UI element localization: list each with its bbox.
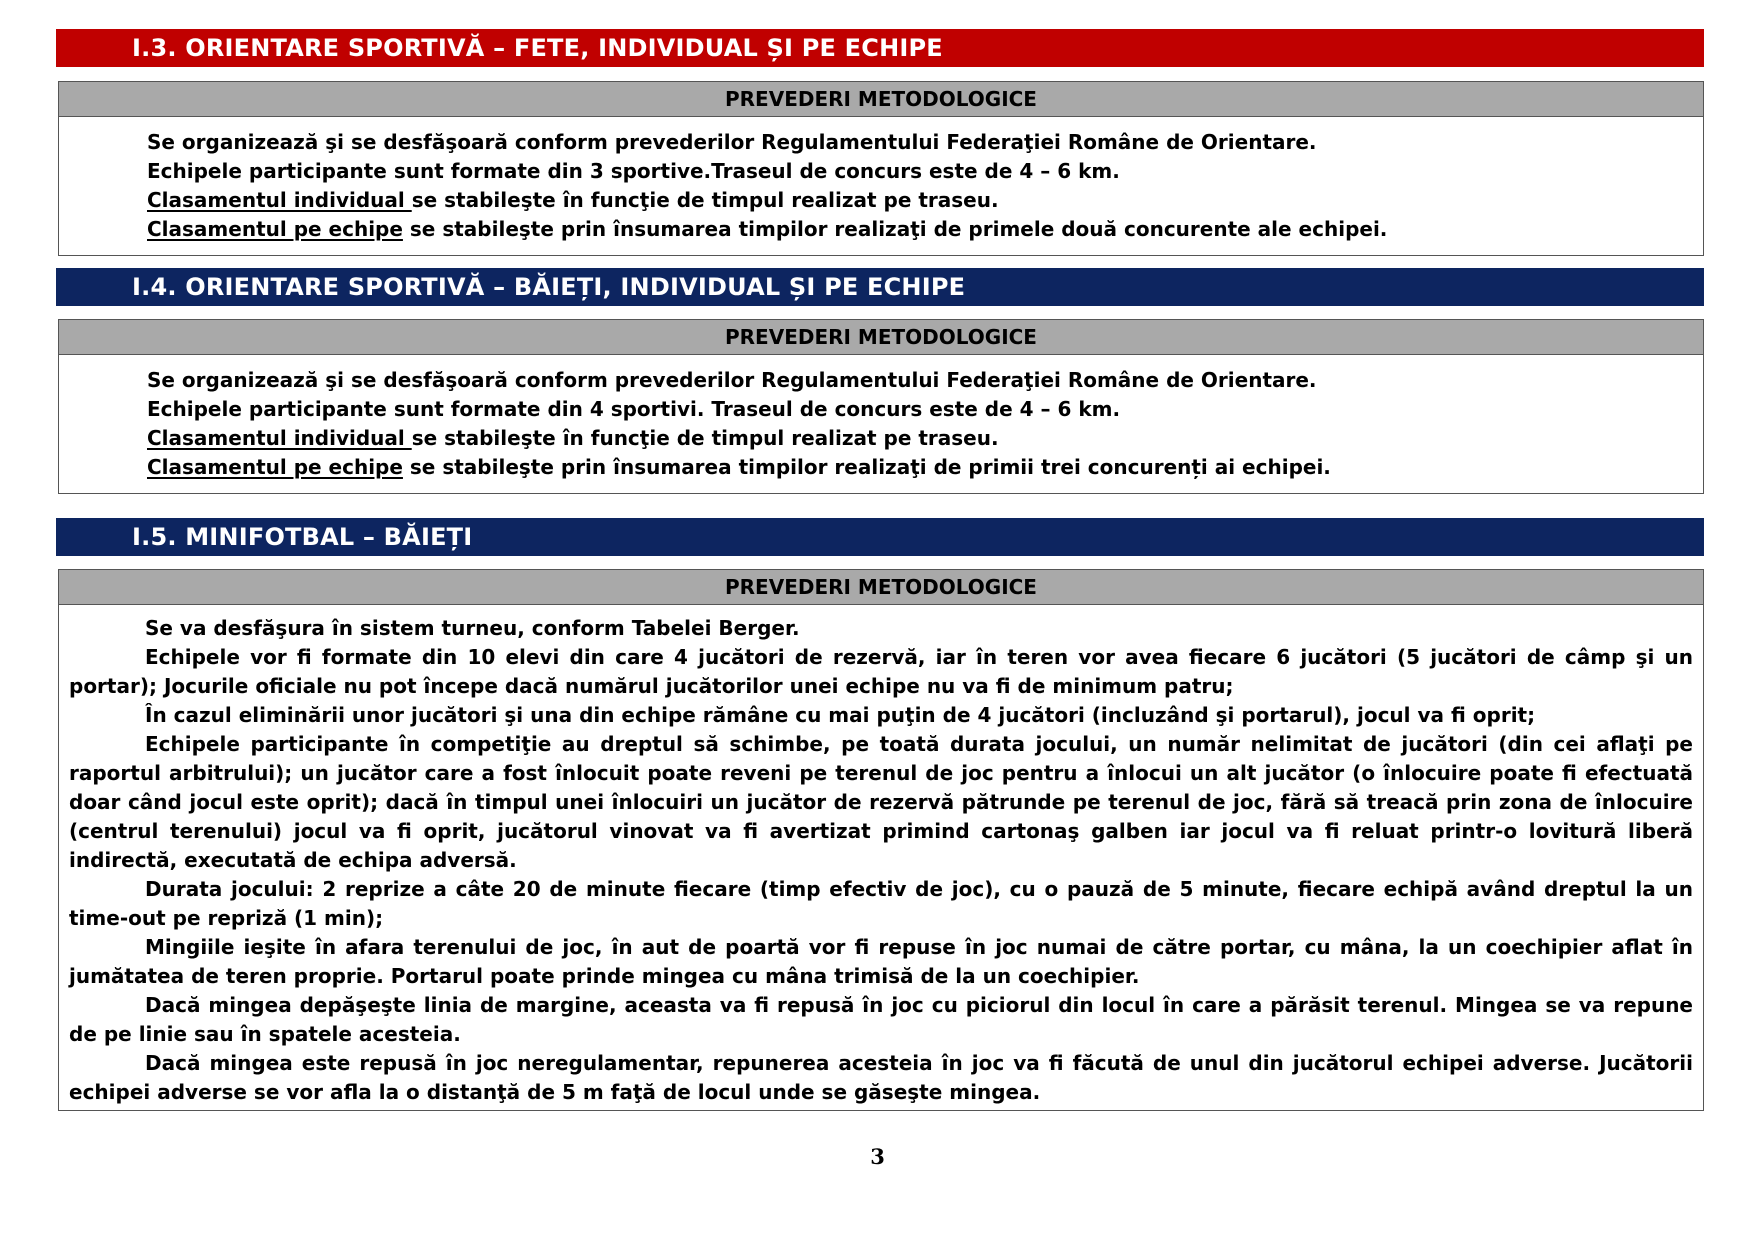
page-number: 3	[870, 1144, 885, 1169]
section-15-title: I.5. MINIFOTBAL – BĂIEȚI	[56, 518, 1704, 556]
section-13-line-2: Echipele participante sunt formate din 3 sportive.Traseul de concurs este de 4 – 6 km.	[147, 159, 1120, 183]
section-14-body	[59, 355, 1703, 482]
team-ranking-label: Clasamentul pe echipe	[147, 455, 403, 479]
rule-paragraph: Durata jocului: 2 reprize a câte 20 de minute fiecare (timp efectiv de joc), cu o pauză de 5 minute, fiecare echipă având dreptul la un time-out pe repriză (1 min);	[69, 877, 1693, 930]
rule-paragraph: Echipele participante în competiţie au dreptul să schimbe, pe toată durata jocului, un număr nelimitat de jucători (din cei aflaţi pe raportul arbitrului); un jucător care a fost înlocuit poate reveni pe terenul de joc pentru a înlocui un alt jucător (o înlocuire poate fi efectuată doar când jocul este oprit); dacă în timpul unei înlocuiri un jucător de rezervă pătrunde pe terenul de joc, fără să treacă prin zona de înlocuire (centrul terenului) jocul va fi oprit, jucătorul vinovat va fi avertizat primind cartonaş galben iar jocul va fi reluat printr-o lovitură liberă indirectă, executată de echipa adversă.	[69, 732, 1693, 872]
rule-paragraph: Dacă mingea depăşeşte linia de margine, aceasta va fi repusă în joc cu piciorul din locul în care a părăsit terenul. Mingea se va repune de pe linie sau în spatele acesteia.	[69, 993, 1693, 1046]
section-15-box-header: PREVEDERI METODOLOGICE	[59, 570, 1703, 605]
section-15-body	[59, 605, 1703, 1107]
section-14-line-1: Se organizează şi se desfăşoară conform prevederilor Regulamentului Federaţiei Române de Orientare.	[147, 368, 1317, 392]
section-15-box	[58, 569, 1704, 1111]
section-14-box	[58, 319, 1704, 494]
team-ranking-text: se stabileşte prin însumarea timpilor realizaţi de primii trei concurenți ai echipei.	[402, 455, 1331, 479]
section-14-title: I.4. ORIENTARE SPORTIVĂ – BĂIEȚI, INDIVIDUAL ȘI PE ECHIPE	[56, 268, 1704, 306]
rule-paragraph: Dacă mingea este repusă în joc neregulamentar, repunerea acesteia în joc va fi făcută de unul din jucătorul echipei adverse. Jucătorii echipei adverse se vor afla la o distanţă de 5 m faţă de locul unde se găseşte mingea.	[69, 1051, 1693, 1104]
rule-paragraph: Echipele vor fi formate din 10 elevi din care 4 jucători de rezervă, iar în teren vor avea fiecare 6 jucători (5 jucători de câmp şi un portar); Jocurile oficiale nu pot începe dacă numărul jucătorilor unei echipe nu va fi de minimum patru;	[69, 645, 1693, 698]
individual-ranking-text: se stabileşte în funcţie de timpul realizat pe traseu.	[411, 426, 999, 450]
section-13-line-3	[71, 186, 1691, 215]
section-13-line-4	[71, 215, 1691, 244]
section-14-line-2: Echipele participante sunt formate din 4 sportivi. Traseul de concurs este de 4 – 6 km.	[147, 397, 1121, 421]
section-13-line-1: Se organizează şi se desfăşoară conform prevederilor Regulamentului Federaţiei Române de Orientare.	[147, 130, 1317, 154]
individual-ranking-text: se stabileşte în funcţie de timpul realizat pe traseu.	[411, 188, 999, 212]
section-14-line-3	[71, 424, 1691, 453]
section-13-body	[59, 117, 1703, 244]
section-13-title: I.3. ORIENTARE SPORTIVĂ – FETE, INDIVIDUAL ȘI PE ECHIPE	[56, 29, 1704, 67]
rule-paragraph: Se va desfăşura în sistem turneu, conform Tabelei Berger.	[145, 616, 800, 640]
team-ranking-text: se stabileşte prin însumarea timpilor realizaţi de primele două concurente ale echipei.	[402, 217, 1388, 241]
rule-paragraph: În cazul eliminării unor jucători şi una din echipe rămâne cu mai puţin de 4 jucători (incluzând şi portarul), jocul va fi oprit;	[145, 703, 1536, 727]
individual-ranking-label: Clasamentul individual	[147, 188, 412, 212]
section-13-box-header: PREVEDERI METODOLOGICE	[59, 82, 1703, 117]
section-13-box	[58, 81, 1704, 256]
section-14-box-header: PREVEDERI METODOLOGICE	[59, 320, 1703, 355]
section-14-line-4	[71, 453, 1691, 482]
individual-ranking-label: Clasamentul individual	[147, 426, 412, 450]
rule-paragraph: Mingiile ieşite în afara terenului de joc, în aut de poartă vor fi repuse în joc numai de către portar, cu mâna, la un coechipier aflat în jumătatea de teren proprie. Portarul poate prinde mingea cu mâna trimisă de la un coechipier.	[69, 935, 1693, 988]
team-ranking-label: Clasamentul pe echipe	[147, 217, 403, 241]
